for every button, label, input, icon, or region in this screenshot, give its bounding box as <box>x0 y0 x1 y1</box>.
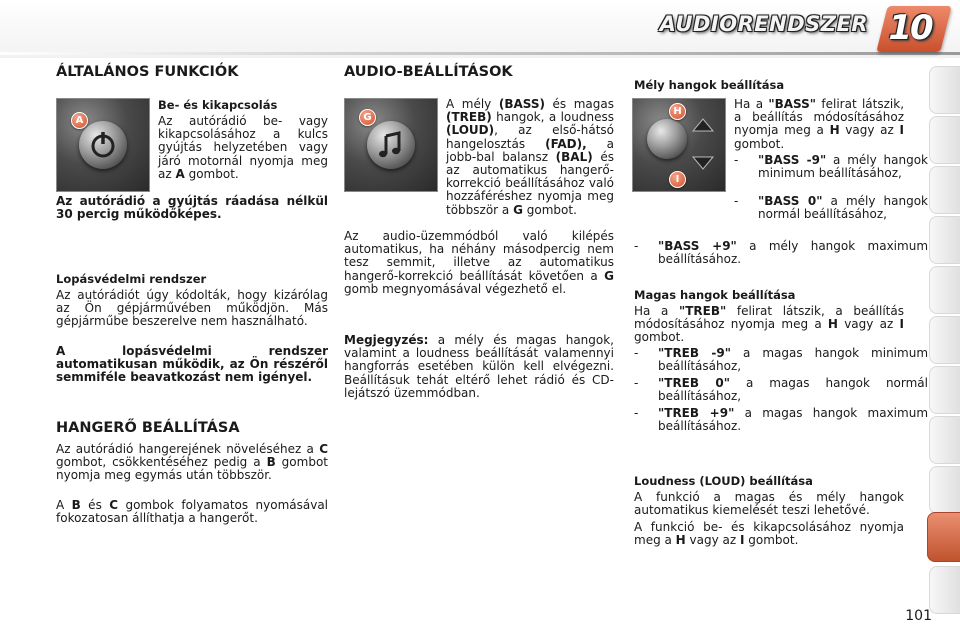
chapter-tab[interactable] <box>929 266 960 314</box>
antitheft-subhead: Lopásvédelmi rendszer <box>56 272 207 286</box>
chapter-tab[interactable] <box>929 416 960 464</box>
audio-mode-exit-text: Az audio-üzemmódból való kilépés automatikus, ha néhány másodpercig nem tesz semmit, illetve az automatikus hangerő-korrekció beállítását követően a G gomb megnyomásával végezhető el. <box>344 229 614 296</box>
treb-item-normal: - "TREB 0" a magas hangok normál beállításához, <box>634 376 928 404</box>
page-number: 101 <box>905 608 932 624</box>
volume-text-2: A B és C gombok folyamatos nyomásával fokozatosan állíthatja a hangerőt. <box>56 498 329 526</box>
header-divider <box>0 52 960 55</box>
chapter-tab[interactable] <box>929 316 960 364</box>
bass-intro: Ha a "BASS" felirat látszik, a beállítás módosításához nyomja meg a H vagy az I gombot. <box>734 97 905 151</box>
chapter-title: AUDIORENDSZER <box>659 12 868 36</box>
chapter-tab[interactable] <box>929 366 960 414</box>
audio-button-photo <box>344 98 438 192</box>
treb-intro: Ha a "TREB" felirat látszik, a beállítás módosításához nyomja meg a H vagy az I gombot. <box>634 304 904 345</box>
power-note: Az autórádió a gyújtás ráadása nélkül 30 percig működőképes. <box>56 194 328 222</box>
chapter-tab[interactable] <box>929 116 960 164</box>
left-knob <box>647 119 687 159</box>
button-label-g: G <box>359 109 376 126</box>
music-note-icon <box>367 121 415 169</box>
chapter-tab[interactable] <box>929 216 960 264</box>
loudness-toggle-text: A funkció be- és kikapcsolásához nyomja meg a H vagy az I gombot. <box>634 520 904 548</box>
treb-item-max: - "TREB +9" a magas hangok maximum beállításához. <box>634 406 929 434</box>
chapter-tab[interactable] <box>929 66 960 114</box>
chapter-tabs <box>926 60 960 620</box>
audio-settings-intro: A mély (BASS) és magas (TREB) hangok, a loudness (LOUD), az első-hátsó hangelosztás (FAD), a jobb-bal balansz (BAL) és az automatikus hangerő-korrekció beállításához való hozzáféréshez nyomja meg többször a G gombot. <box>446 97 615 217</box>
button-label-a: A <box>71 112 88 129</box>
audio-knob <box>367 121 415 169</box>
antitheft-bold-note: A lopásvédelmi rendszer automatikusan működik, az Ön részéről semmiféle beavatkozást nem igényel. <box>56 344 328 385</box>
volume-text-1: Az autórádió hangerejének növeléséhez a C gombot, csökkentéséhez pedig a B gombot nyomja meg egymás után többször. <box>56 442 328 483</box>
bass-subhead: Mély hangok beállítása <box>634 78 785 92</box>
audio-settings-heading: AUDIO-BEÁLLÍTÁSOK <box>344 64 513 80</box>
up-arrow-icon <box>691 117 715 133</box>
general-functions-heading: ÁLTALÁNOS FUNKCIÓK <box>56 64 239 80</box>
treb-item-min: - "TREB -9" a magas hangok minimum beállításához, <box>634 346 929 374</box>
volume-heading: HANGERŐ BEÁLLÍTÁSA <box>56 420 240 436</box>
bass-item-normal: - "BASS 0" a mély hangok normál beállításához, <box>734 194 928 222</box>
power-icon <box>79 121 127 169</box>
button-label-h: H <box>669 103 686 120</box>
treb-subhead: Magas hangok beállítása <box>634 288 796 302</box>
power-button-photo <box>56 98 150 192</box>
chapter-tab-active[interactable] <box>927 512 960 562</box>
audio-note: Megjegyzés: a mély és magas hangok, valamint a loudness beállítását valamennyi hangforrás esetében külön kell elvégezni. Beállításuk tehát eltérő lehet rádió és CD-lejátszó üzemmódban. <box>344 333 614 400</box>
down-arrow-icon <box>691 155 715 171</box>
power-knob <box>79 121 127 169</box>
hi-buttons-photo <box>632 98 726 192</box>
antitheft-text: Az autórádiót úgy kódolták, hogy kizárólag az Ön gépjárművében működjön. Más gépjárműbe beszerelve nem használható. <box>56 288 328 329</box>
chapter-tab[interactable] <box>929 566 960 614</box>
bass-item-max: - "BASS +9" a mély hangok maximum beállításához. <box>634 239 929 267</box>
power-text: Az autórádió be- vagy kikapcsolásához a kulcs gyújtás helyzetében vagy járó motornál nyomja meg az A gombot. <box>158 114 328 181</box>
chapter-tab[interactable] <box>929 166 960 214</box>
loudness-text: A funkció a magas és mély hangok automatikus kiemelését teszi lehetővé. <box>634 490 904 518</box>
chapter-tab[interactable] <box>929 466 960 514</box>
bass-item-min: - "BASS -9" a mély hangok minimum beállításához, <box>734 153 928 181</box>
loudness-subhead: Loudness (LOUD) beállítása <box>634 474 813 488</box>
chapter-number: 10 <box>888 8 932 48</box>
power-subhead: Be- és kikapcsolás <box>158 98 278 112</box>
button-label-i: I <box>669 171 686 188</box>
